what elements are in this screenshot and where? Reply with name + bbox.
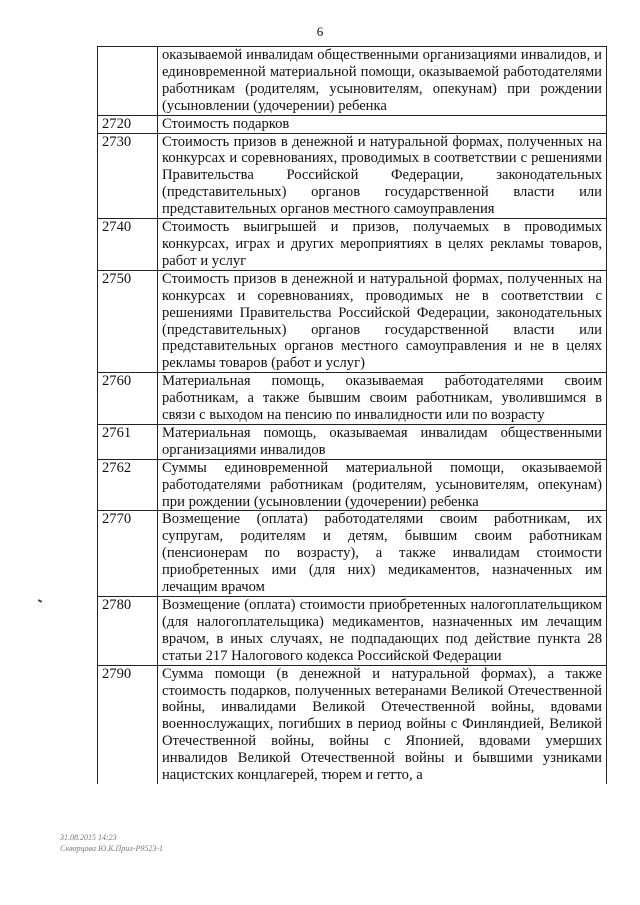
income-description: Стоимость выигрышей и призов, получаемых в проводимых конкурсах, играх и других мероприятиях в целях рекламы товаров, работ и услуг: [158, 219, 607, 271]
table-row: [98, 459, 607, 511]
income-code: 2790: [98, 665, 158, 784]
income-code: 2740: [98, 219, 158, 271]
income-code: 2770: [98, 511, 158, 597]
income-code: 2730: [98, 133, 158, 219]
table-row: [98, 511, 607, 597]
income-description: Суммы единовременной материальной помощи, оказываемой работодателями работникам (родителям, усыновителям, опекунам) при рождении (усыновлении (удочерении) ребенка: [158, 459, 607, 511]
scan-mark: [38, 599, 42, 603]
table-row: [98, 219, 607, 271]
table-row: [98, 270, 607, 372]
income-description: оказываемой инвалидам общественными организациями инвалидов, и единовременной материальной помощи, оказываемой работодателями работникам (родителям, усыновителям, опекунам) при рождении (усыновлении (удочерении) ребенка: [158, 47, 607, 116]
table-row: [98, 133, 607, 219]
table-row: [98, 373, 607, 425]
print-timestamp: 31.08.2015 14:23: [60, 833, 117, 842]
income-description: Возмещение (оплата) стоимости приобретенных налогоплательщиком (для налогоплательщика) медикаментов, назначенных им лечащим врачом, в иных случаях, не подпадающих под действие пункта 28 статьи 217 Налогового кодекса Российской Федерации: [158, 597, 607, 666]
document-reference: Скворцова Ю.К.Прил-Р9523-1: [60, 844, 164, 853]
income-description: Возмещение (оплата) работодателями своим работникам, их супругам, родителям и детям, бывшим своим работникам (пенсионерам по возрасту), а также инвалидам стоимости приобретенных ими (для них) медикаментов, назначенных им лечащим врачом: [158, 511, 607, 597]
income-codes-table: [97, 46, 607, 784]
table-row: [98, 597, 607, 666]
income-code: [98, 47, 158, 116]
table-row: [98, 47, 607, 116]
income-description: Стоимость подарков: [158, 115, 607, 133]
income-code: 2760: [98, 373, 158, 425]
income-description: Стоимость призов в денежной и натуральной формах, полученных на конкурсах и соревнованиях, проводимых в соответствии с решениями Правительства Российской Федерации, законодательных (представительных) органов государственной власти или представительных органов местного самоуправления: [158, 133, 607, 219]
table-row: [98, 665, 607, 784]
table-row: [98, 115, 607, 133]
income-code: 2750: [98, 270, 158, 372]
table-row: [98, 424, 607, 459]
income-description: Сумма помощи (в денежной и натуральной формах), а также стоимость подарков, полученных ветеранами Великой Отечественной войны, инвалидами Великой Отечественной войны, вдовами военнослужащих, погибших в период войны с Финляндией, Великой Отечественной войны, войны с Японией, вдовами умерших инвалидов Великой Отечественной войны и бывшими узниками нацистских концлагерей, тюрем и гетто, а: [158, 665, 607, 784]
income-description: Материальная помощь, оказываемая работодателями своим работникам, а также бывшим своим работникам, уволившимся в связи с выходом на пенсию по инвалидности или по возрасту: [158, 373, 607, 425]
income-code: 2762: [98, 459, 158, 511]
income-code: 2761: [98, 424, 158, 459]
income-description: Материальная помощь, оказываемая инвалидам общественными организациями инвалидов: [158, 424, 607, 459]
page-number: 6: [316, 24, 324, 39]
income-code: 2780: [98, 597, 158, 666]
income-description: Стоимость призов в денежной и натуральной формах, полученных на конкурсах и соревнованиях, проводимых не в соответствии с решениями Правительства Российской Федерации, законодательных (представительных) органов государственной власти или представительных органов местного самоуправления и не в целях рекламы товаров (работ и услуг): [158, 270, 607, 372]
document-footer: [60, 832, 163, 854]
income-code: 2720: [98, 115, 158, 133]
